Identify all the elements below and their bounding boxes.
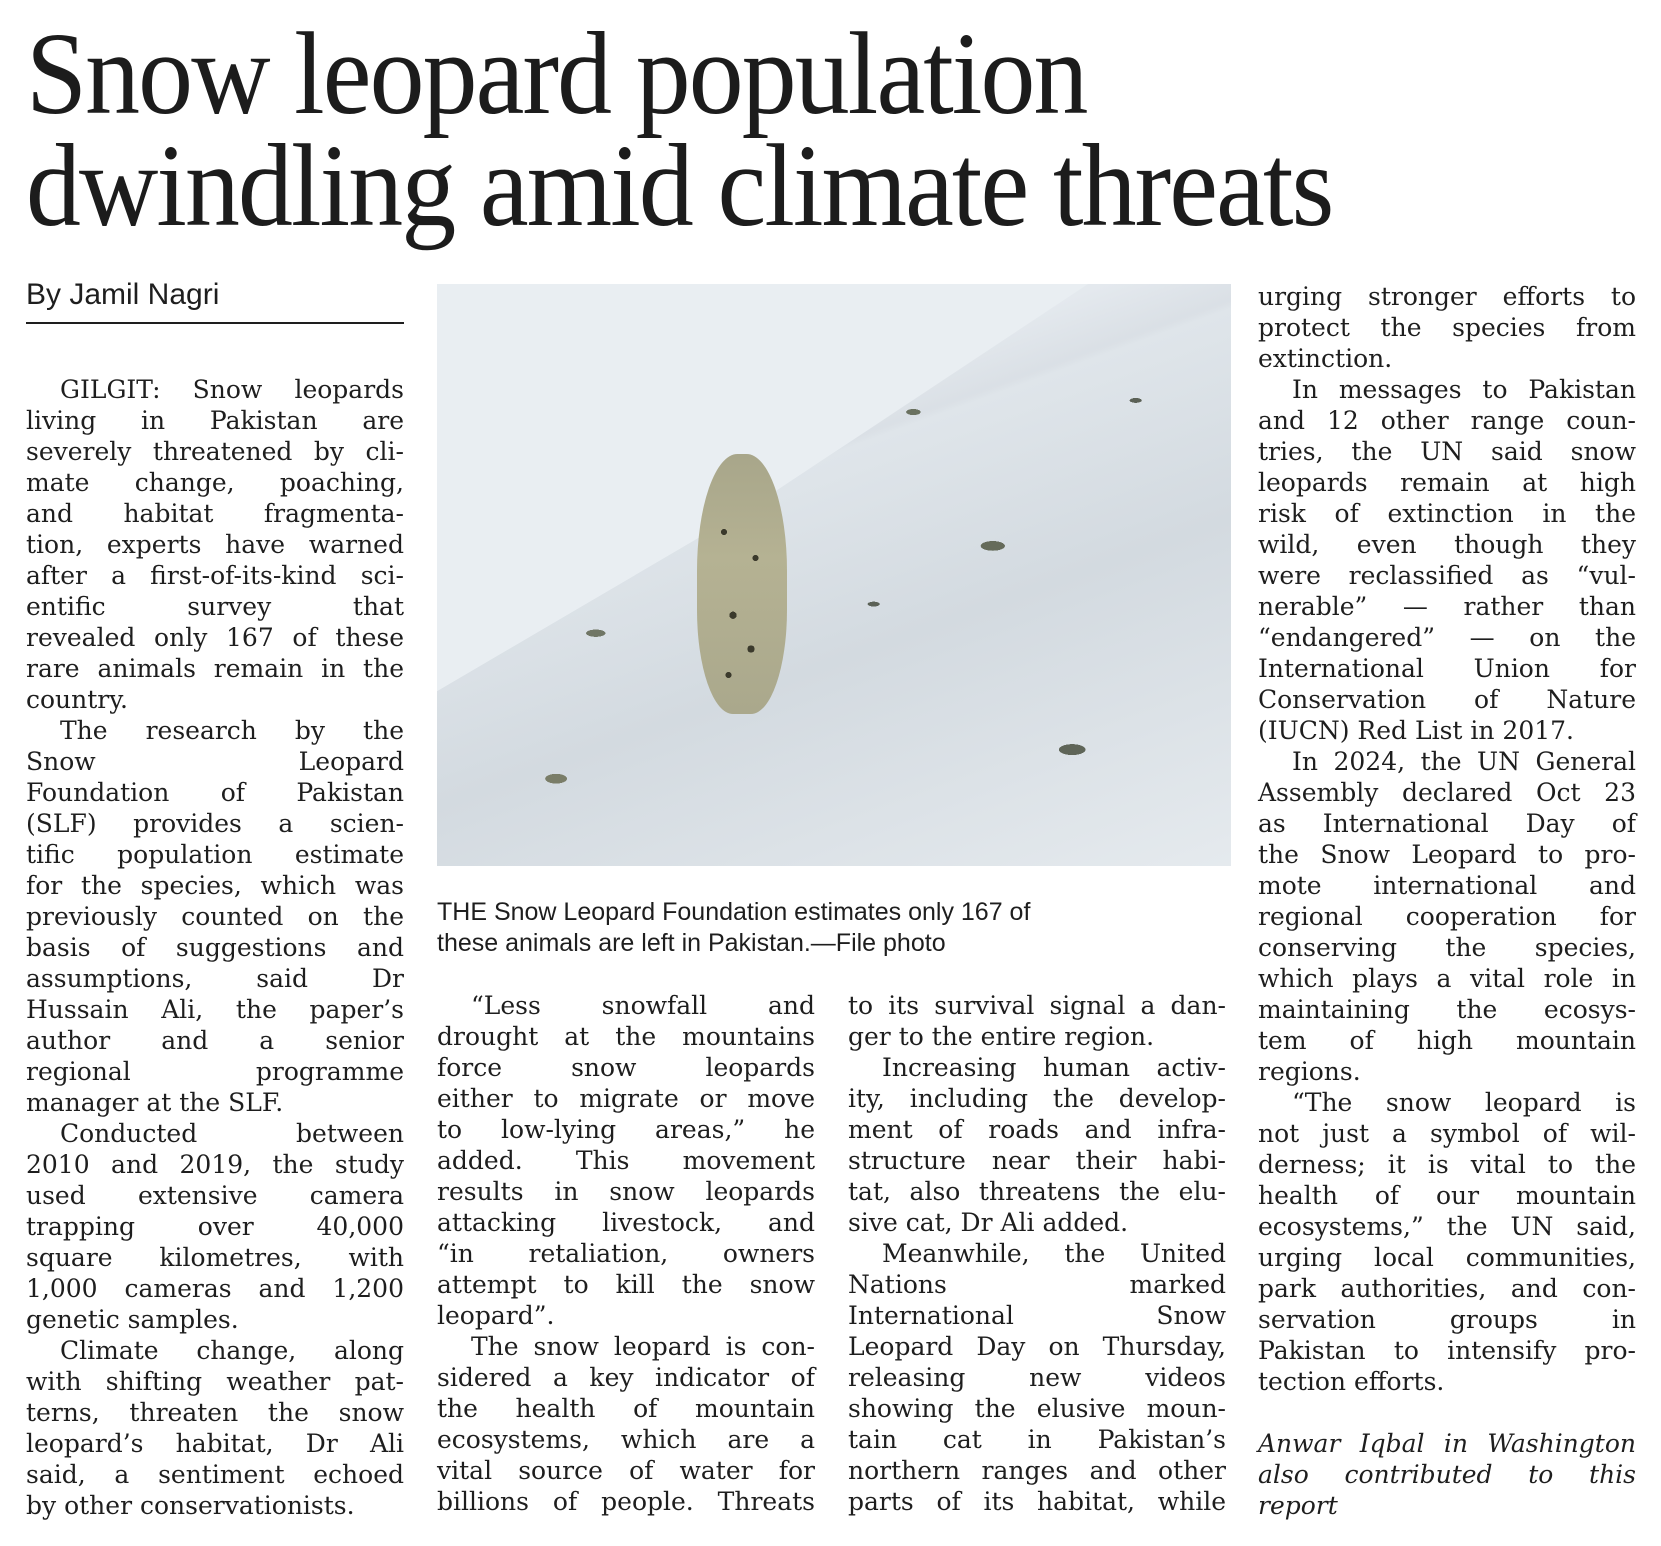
text-line: Leopard Day on Thursday, [848, 1332, 1226, 1361]
article-column-4 [1258, 281, 1636, 1521]
text-line: previously counted on the [26, 902, 404, 931]
text-line: tific population estimate [26, 840, 404, 869]
text-line: ecosystems, which are a [437, 1425, 815, 1454]
text-line: tection efforts. [1258, 1367, 1445, 1396]
text-line: as International Day of [1258, 809, 1636, 838]
text-line: structure near their habi- [848, 1146, 1226, 1175]
text-line: Conducted between [60, 1119, 404, 1148]
text-line: extinction. [1258, 344, 1393, 373]
text-line: to its survival signal a dan- [848, 991, 1226, 1020]
text-line: The snow leopard is con- [471, 1332, 815, 1361]
text-line: ger to the entire region. [848, 1022, 1155, 1051]
text-line: 2010 and 2019, the study [26, 1150, 404, 1179]
text-line: vital source of water for [437, 1456, 815, 1485]
headline-line-2: dwindling amid climate threats [26, 120, 1333, 251]
text-line: risk of extinction in the [1258, 499, 1636, 528]
text-line: by other conservationists. [26, 1491, 355, 1520]
text-line: either to migrate or move [437, 1084, 815, 1113]
text-line: to low-lying areas,” he [437, 1115, 815, 1144]
text-line: nerable” — rather than [1258, 592, 1636, 621]
text-line: conserving the species, [1258, 933, 1636, 962]
text-line: terns, threaten the snow [26, 1398, 404, 1427]
text-line: “endangered” — on the [1258, 623, 1636, 652]
text-line: regional cooperation for [1258, 902, 1636, 931]
text-line: the health of mountain [437, 1394, 815, 1423]
text-line: which plays a vital role in [1258, 964, 1636, 993]
text-line: park authorities, and con- [1258, 1274, 1636, 1303]
text-line: Pakistan to intensify pro- [1258, 1336, 1636, 1365]
text-line: were reclassified as “vul- [1258, 561, 1636, 590]
text-line: Hussain Ali, the paper’s [26, 995, 404, 1024]
text-line: protect the species from [1258, 313, 1636, 342]
text-line: northern ranges and other [848, 1456, 1226, 1485]
headline [26, 8, 1514, 251]
text-line: Increasing human activ- [882, 1053, 1226, 1082]
text-line: Foundation of Pakistan [26, 778, 404, 807]
text-line: not just a symbol of wil- [1258, 1119, 1636, 1148]
text-line: ity, including the develop- [848, 1084, 1226, 1113]
text-line: parts of its habitat, while [848, 1487, 1226, 1516]
text-line: showing the elusive moun- [848, 1394, 1226, 1423]
text-line: report [1258, 1491, 1338, 1520]
text-line: manager at the SLF. [26, 1088, 284, 1117]
text-line: tat, also threatens the elu- [848, 1177, 1226, 1206]
text-line: entific survey that [26, 592, 404, 621]
text-line: with shifting weather pat- [26, 1367, 404, 1396]
text-line: living in Pakistan are [26, 406, 404, 435]
text-line: assumptions, said Dr [26, 964, 404, 993]
text-line: tain cat in Pakistan’s [848, 1425, 1226, 1454]
byline: By Jamil Nagri [26, 278, 404, 324]
text-line: GILGIT: Snow leopards [60, 375, 404, 404]
text-line: force snow leopards [437, 1053, 815, 1082]
text-line: Snow Leopard [26, 747, 404, 776]
text-line: urging local communities, [1258, 1243, 1636, 1272]
text-line: basis of suggestions and [26, 933, 404, 962]
text-line: for the species, which was [26, 871, 404, 900]
text-line: Nations marked [848, 1270, 1226, 1299]
photo-leopard-figure [697, 454, 787, 714]
text-line: International Union for [1258, 654, 1636, 683]
text-line: revealed only 167 of these [26, 623, 404, 652]
text-line: said, a sentiment echoed [26, 1460, 404, 1489]
text-line: mate change, poaching, [26, 468, 404, 497]
text-line: ment of roads and infra- [848, 1115, 1226, 1144]
text-line: tion, experts have warned [26, 530, 404, 559]
text-line: In messages to Pakistan [1292, 375, 1636, 404]
text-line: the Snow Leopard to pro- [1258, 840, 1636, 869]
text-line: maintaining the ecosys- [1258, 995, 1636, 1024]
text-line: (SLF) provides a scien- [26, 809, 404, 838]
text-line: trapping over 40,000 [26, 1212, 404, 1241]
snow-leopard-photo [437, 284, 1231, 866]
text-line: tem of high mountain [1258, 1026, 1636, 1055]
headline-line-1: Snow leopard population [26, 8, 1087, 139]
article-column-2 [437, 990, 815, 1517]
caption-line-2: these animals are left in Pakistan.—File photo [437, 929, 946, 957]
text-line: regional programme [26, 1057, 404, 1086]
text-line: author and a senior [26, 1026, 404, 1055]
text-line: also contributed to this [1258, 1460, 1636, 1489]
text-line: used extensive camera [26, 1181, 404, 1210]
text-line: sidered a key indicator of [437, 1363, 815, 1392]
caption-line-1: THE Snow Leopard Foundation estimates only 167 of [437, 898, 1031, 926]
text-line: regions. [1258, 1057, 1361, 1086]
text-line: The research by the [60, 716, 404, 745]
article-column-3 [848, 990, 1226, 1517]
text-line: severely threatened by cli- [26, 437, 404, 466]
text-line: Assembly declared Oct 23 [1258, 778, 1636, 807]
text-line: tries, the UN said snow [1258, 437, 1636, 466]
text-line: “in retaliation, owners [437, 1239, 815, 1268]
text-line: Anwar Iqbal in Washington [1258, 1429, 1636, 1458]
text-line: rare animals remain in the [26, 654, 404, 683]
text-line: wild, even though they [1258, 530, 1636, 559]
text-line: derness; it is vital to the [1258, 1150, 1636, 1179]
text-line: servation groups in [1258, 1305, 1636, 1334]
text-line: attempt to kill the snow [437, 1270, 815, 1299]
text-line [1258, 1397, 1636, 1428]
text-line: results in snow leopards [437, 1177, 815, 1206]
text-line: ecosystems,” the UN said, [1258, 1212, 1636, 1241]
text-line: after a first-of-its-kind sci- [26, 561, 404, 590]
text-line: drought at the mountains [437, 1022, 815, 1051]
text-line: In 2024, the UN General [1292, 747, 1636, 776]
text-line: urging stronger efforts to [1258, 282, 1636, 311]
text-line: attacking livestock, and [437, 1208, 815, 1237]
text-line: and 12 other range coun- [1258, 406, 1636, 435]
text-line: releasing new videos [848, 1363, 1226, 1392]
text-line: added. This movement [437, 1146, 815, 1175]
text-line: sive cat, Dr Ali added. [848, 1208, 1129, 1237]
text-line: Conservation of Nature [1258, 685, 1636, 714]
text-line: Climate change, along [60, 1336, 404, 1365]
text-line: and habitat fragmenta- [26, 499, 404, 528]
text-line: “Less snowfall and [471, 991, 815, 1020]
text-line: mote international and [1258, 871, 1636, 900]
text-line: billions of people. Threats [437, 1487, 815, 1516]
text-line: International Snow [848, 1301, 1226, 1330]
text-line: leopard”. [437, 1301, 555, 1330]
text-line: 1,000 cameras and 1,200 [26, 1274, 404, 1303]
text-line: Meanwhile, the United [882, 1239, 1226, 1268]
text-line: country. [26, 685, 129, 714]
text-line: leopards remain at high [1258, 468, 1636, 497]
text-line: leopard’s habitat, Dr Ali [26, 1429, 404, 1458]
text-line: square kilometres, with [26, 1243, 404, 1272]
text-line: genetic samples. [26, 1305, 239, 1334]
photo-caption [437, 897, 1231, 959]
text-line: (IUCN) Red List in 2017. [1258, 716, 1575, 745]
text-line: health of our mountain [1258, 1181, 1636, 1210]
article-column-1 [26, 374, 404, 1521]
text-line: “The snow leopard is [1292, 1088, 1636, 1117]
